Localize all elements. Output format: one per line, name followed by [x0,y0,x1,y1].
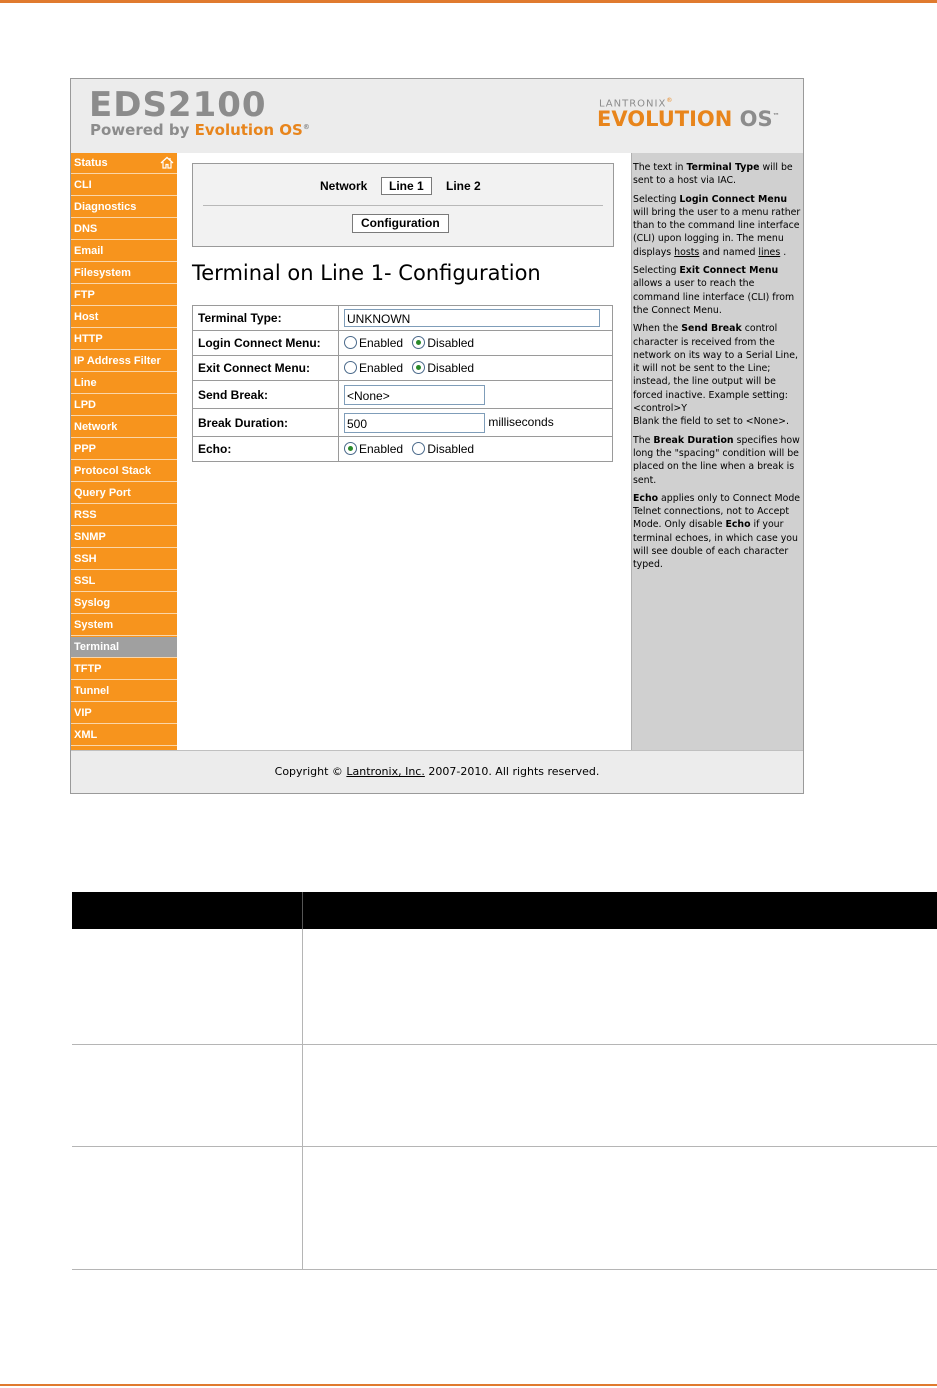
sidebar-nav [71,153,177,750]
main-content [177,153,631,750]
powered-by [90,121,310,139]
terminal-config-form [192,305,613,462]
form-row-login-connect-menu [193,331,613,356]
form-row-terminal-type [193,306,613,331]
sidebar-item-cli[interactable]: CLI [71,175,177,196]
sidebar-item-system[interactable]: System [71,615,177,636]
page-bottom-rule [0,1384,937,1386]
echo-enabled-radio[interactable] [344,442,357,455]
break-duration-label: Break Duration: [193,409,339,437]
login-connect-disabled-radio[interactable] [412,336,425,349]
sidebar-item-tunnel[interactable]: Tunnel [71,681,177,702]
break-duration-unit: milliseconds [488,414,554,429]
exit-connect-enabled-radio[interactable] [344,361,357,374]
powered-mark: ® [302,123,310,131]
help-pane [631,153,803,750]
sidebar-item-rss[interactable]: RSS [71,505,177,526]
terminal-type-label: Terminal Type: [193,306,339,331]
sidebar-item-snmp[interactable]: SNMP [71,527,177,548]
form-row-exit-connect-menu [193,356,613,381]
login-connect-menu-label: Login Connect Menu: [193,331,339,356]
help-echo: Echo applies only to Connect Mode Telnet connections, not to Accept Mode. Only disable Echo if your terminal echoes, in which case you will see double of each character typed. [633,492,801,571]
sidebar-item-ssh[interactable]: SSH [71,549,177,570]
page-top-rule [0,0,937,3]
table-row [72,1045,937,1147]
echo-label: Echo: [193,437,339,462]
help-break-duration: The Break Duration specifies how long the "spacing" condition will be placed on the line when a break is sent. [633,434,800,486]
login-connect-enabled-label: Enabled [359,336,404,350]
sidebar-item-filesystem[interactable]: Filesystem [71,263,177,284]
home-icon[interactable] [160,156,174,169]
lantronix-logo-text: LANTRONIX® [599,97,674,110]
table-row [72,1147,937,1270]
login-connect-enabled-radio[interactable] [344,336,357,349]
lantronix-link[interactable]: Lantronix, Inc. [346,765,425,778]
sidebar-item-ssl[interactable]: SSL [71,571,177,592]
powered-prefix: Powered by [90,121,190,139]
help-terminal-type: The text in Terminal Type will be sent to a host via IAC. [633,162,793,187]
evolution-os-logo: EVOLUTION OS™ [597,107,780,131]
sidebar-item-ppp[interactable]: PPP [71,439,177,460]
login-connect-disabled-label: Disabled [427,336,475,350]
help-hosts-link[interactable]: hosts [674,246,700,258]
help-send-break: When the Send Break control character is received from the network on its way to a Serial Line, it will not be sent to the Line; instead, the line output will be forced inactive. Example setting: <control>Y Blank the field to set to <None>. [633,323,798,428]
form-row-send-break [193,381,613,409]
form-row-echo [193,437,613,462]
sidebar-item-protocol-stack[interactable]: Protocol Stack [71,461,177,482]
form-row-break-duration [193,409,613,437]
terminal-type-input[interactable]: UNKNOWN [344,309,600,327]
exit-connect-enabled-label: Enabled [359,361,404,375]
page-title: Terminal on Line 1- Configuration [192,261,541,285]
sidebar-item-syslog[interactable]: Syslog [71,593,177,614]
exit-connect-disabled-label: Disabled [427,361,475,375]
nav-line1-tab[interactable]: Line 1 [381,177,432,195]
exit-connect-disabled-radio[interactable] [412,361,425,374]
sidebar-item-terminal[interactable]: Terminal [71,637,177,658]
table-row [72,929,937,1045]
sidebar-item-diagnostics[interactable]: Diagnostics [71,197,177,218]
sidebar-item-tftp[interactable]: TFTP [71,659,177,680]
web-ui-screenshot [70,78,804,794]
sidebar-item-dns[interactable]: DNS [71,219,177,240]
sidebar-item-http[interactable]: HTTP [71,329,177,350]
footer: Copyright © Lantronix, Inc. 2007-2010. All rights reserved. [71,750,803,794]
powered-name: Evolution OS [194,121,303,139]
help-exit-connect-menu: Selecting Exit Connect Menu allows a user to reach the command line interface (CLI) from the Connect Menu. [633,265,795,316]
help-lines-link[interactable]: lines [758,246,781,258]
echo-disabled-label: Disabled [427,442,475,456]
sidebar-item-ftp[interactable]: FTP [71,285,177,306]
nav-line2-link[interactable]: Line 2 [446,179,481,193]
help-login-connect-menu: Selecting Login Connect Menu will bring the user to a menu rather than to the command line interface (CLI) upon logging in. The menu displays hosts and named lines . [633,193,801,258]
configuration-button[interactable]: Configuration [352,214,449,233]
sidebar-item-host[interactable]: Host [71,307,177,328]
nav-divider [203,205,603,206]
echo-enabled-label: Enabled [359,442,404,456]
table-header-row [72,892,937,929]
line-nav-box [192,163,614,247]
sidebar-item-status[interactable]: Status [71,153,177,174]
send-break-label: Send Break: [193,381,339,409]
sidebar-item-email[interactable]: Email [71,241,177,262]
sidebar-item-line[interactable]: Line [71,373,177,394]
sidebar-item-network[interactable]: Network [71,417,177,438]
header-banner [71,79,803,154]
sidebar-item-ip-address-filter[interactable]: IP Address Filter [71,351,177,372]
sidebar-item-xml[interactable]: XML [71,725,177,746]
exit-connect-menu-label: Exit Connect Menu: [193,356,339,381]
product-name: EDS2100 [89,85,267,125]
send-break-input[interactable]: <None> [344,385,485,405]
sidebar-item-lpd[interactable]: LPD [71,395,177,416]
break-duration-input[interactable]: 500 [344,413,485,433]
sidebar-item-vip[interactable]: VIP [71,703,177,724]
sidebar-item-query-port[interactable]: Query Port [71,483,177,504]
echo-disabled-radio[interactable] [412,442,425,455]
nav-network-link[interactable]: Network [320,179,368,193]
